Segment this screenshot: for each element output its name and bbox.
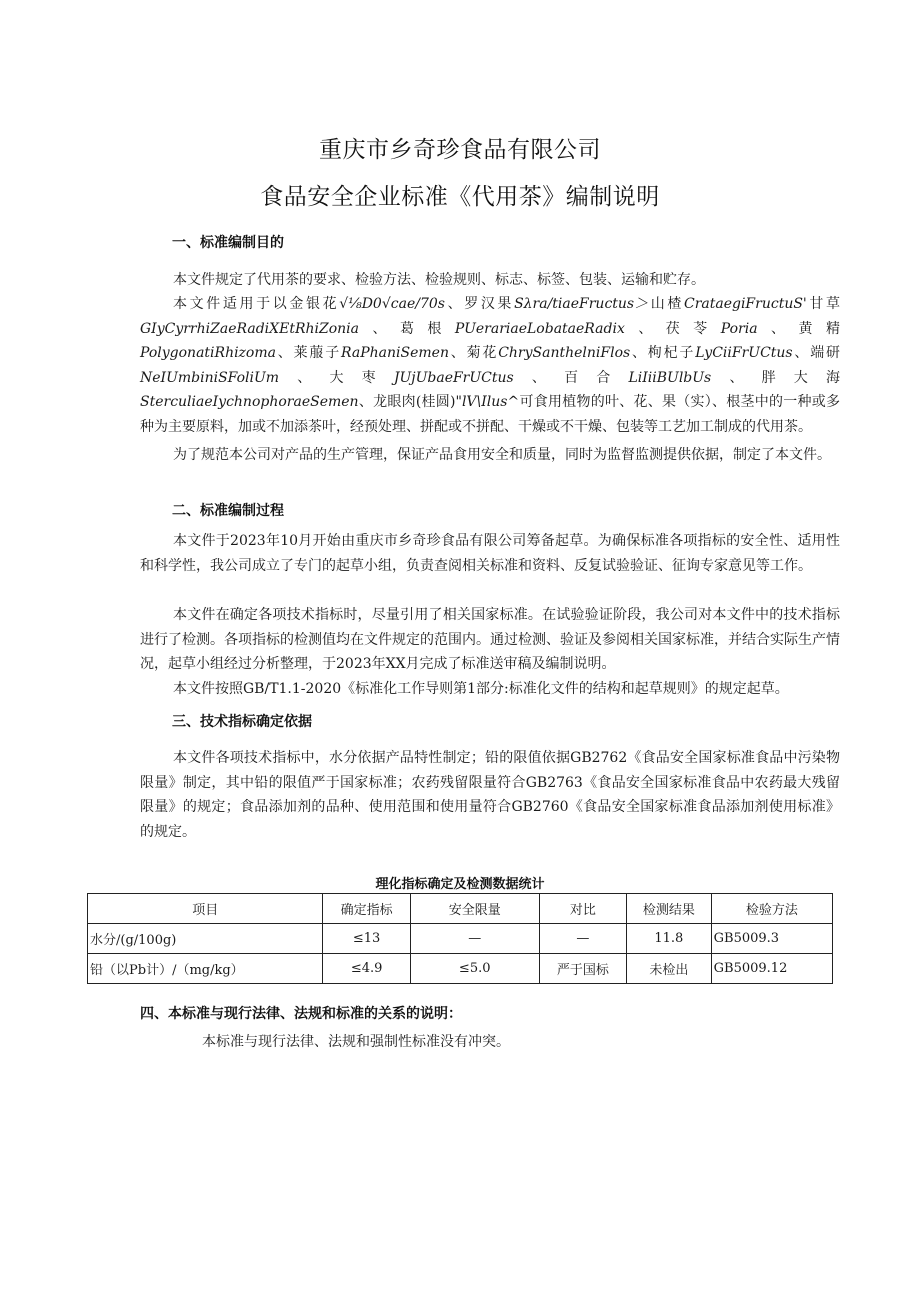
section3-heading: 三、技术指标确定依据: [172, 714, 312, 730]
table-cell: —: [539, 924, 626, 954]
section2-paragraph-3: 本文件按照GB/T1.1-2020《标准化工作导则第1部分:标准化文件的结构和起草规则》的规定起草。: [173, 681, 789, 697]
section2-heading: 二、标准编制过程: [172, 503, 284, 519]
table-row: [88, 954, 833, 984]
document-title-company: 重庆市乡奇珍食品有限公司: [319, 137, 601, 163]
table-header-row: [88, 894, 833, 924]
table-cell: 未检出: [627, 954, 712, 984]
table-cell: ≤13: [323, 924, 410, 954]
table-header-test-result: 检测结果: [627, 894, 712, 924]
section1-paragraph-3: 为了规范本公司对产品的生产管理，保证产品食用安全和质量，同时为监督监测提供依据，制定了本文件。: [173, 447, 831, 463]
table-cell: ≤5.0: [410, 954, 539, 984]
table-cell: 11.8: [627, 924, 712, 954]
table-header-item: 项目: [88, 894, 323, 924]
table-cell: ≤4.9: [323, 954, 410, 984]
table-cell: GB5009.3: [711, 924, 832, 954]
document-title-subject: 食品安全企业标准《代用茶》编制说明: [260, 184, 660, 210]
table-cell: 严于国标: [539, 954, 626, 984]
table-header-test-method: 检验方法: [711, 894, 832, 924]
section4-paragraph-1: 本标准与现行法律、法规和强制性标准没有冲突。: [202, 1034, 510, 1050]
table-header-comparison: 对比: [539, 894, 626, 924]
table-cell: 水分/(g/100g): [88, 924, 323, 954]
table-cell: 铅（以Pb计）/（mg/kg）: [88, 954, 323, 984]
section2-paragraph-2: 本文件在确定各项技术指标时，尽量引用了相关国家标准。在试验验证阶段，我公司对本文件中的技术指标进行了检测。各项指标的检测值均在文件规定的范围内。通过检测、验证及参阅相关国家标准，并结合实际生产情况，起草小组经过分析整理，于2023年XX月完成了标准送审稿及编制说明。: [140, 607, 840, 672]
section4-heading: 四、本标准与现行法律、法规和标准的关系的说明：: [140, 1006, 462, 1022]
table-cell: —: [410, 924, 539, 954]
section1-paragraph-1: 本文件规定了代用茶的要求、检验方法、检验规则、标志、标签、包装、运输和贮存。: [173, 272, 705, 288]
indicator-table: [87, 893, 833, 984]
table-cell: GB5009.12: [711, 954, 832, 984]
table-row: [88, 924, 833, 954]
section1-paragraph-2: 本文件适用于以金银花√⅛D0√cae/70s、罗汉果Sλra/tiaeFructus＞山楂CrataegiFructuS'甘草GIyCyrrhiZaeRadiXEtRhiZonia、葛根PUerariaeLobataeRadix、茯苓Poria、黄精PolygonatiRhizoma、莱菔子RaPhaniSemen、菊花ChrySanthelniFlos、枸杞子LyCiiFrUCtus、端研NeIUmbiniSFoliUm、大枣JUjUbaeFrUCtus、百合LiIiiBUlbUs、胖大海SterculiaeIychnophoraeSemen、龙眼肉(桂圆)"lV\Ilus^可食用植物的叶、花、果（实）、根茎中的一种或多种为主要原料，加或不加添茶叶，经预处理、拼配或不拼配、干燥或不干燥、包装等工艺加工制成的代用茶。: [140, 296, 841, 435]
section1-heading: 一、标准编制目的: [172, 235, 284, 251]
table-caption: 理化指标确定及检测数据统计: [375, 877, 545, 892]
section2-paragraph-1: 本文件于2023年10月开始由重庆市乡奇珍食品有限公司筹备起草。为确保标准各项指标的安全性、适用性和科学性，我公司成立了专门的起草小组，负责查阅相关标准和资料、反复试验验证、征询专家意见等工作。: [140, 533, 840, 574]
table-header-set-value: 确定指标: [323, 894, 410, 924]
section3-paragraph-1: 本文件各项技术指标中，水分依据产品特性制定；铅的限值依据GB2762《食品安全国家标准食品中污染物限量》制定，其中铅的限值严于国家标准；农药残留限量符合GB2763《食品安全国家标准食品中农药最大残留限量》的规定；食品添加剂的品种、使用范围和使用量符合GB2760《食品安全国家标准食品添加剂使用标准》的规定。: [140, 750, 840, 840]
table-header-safety-limit: 安全限量: [410, 894, 539, 924]
